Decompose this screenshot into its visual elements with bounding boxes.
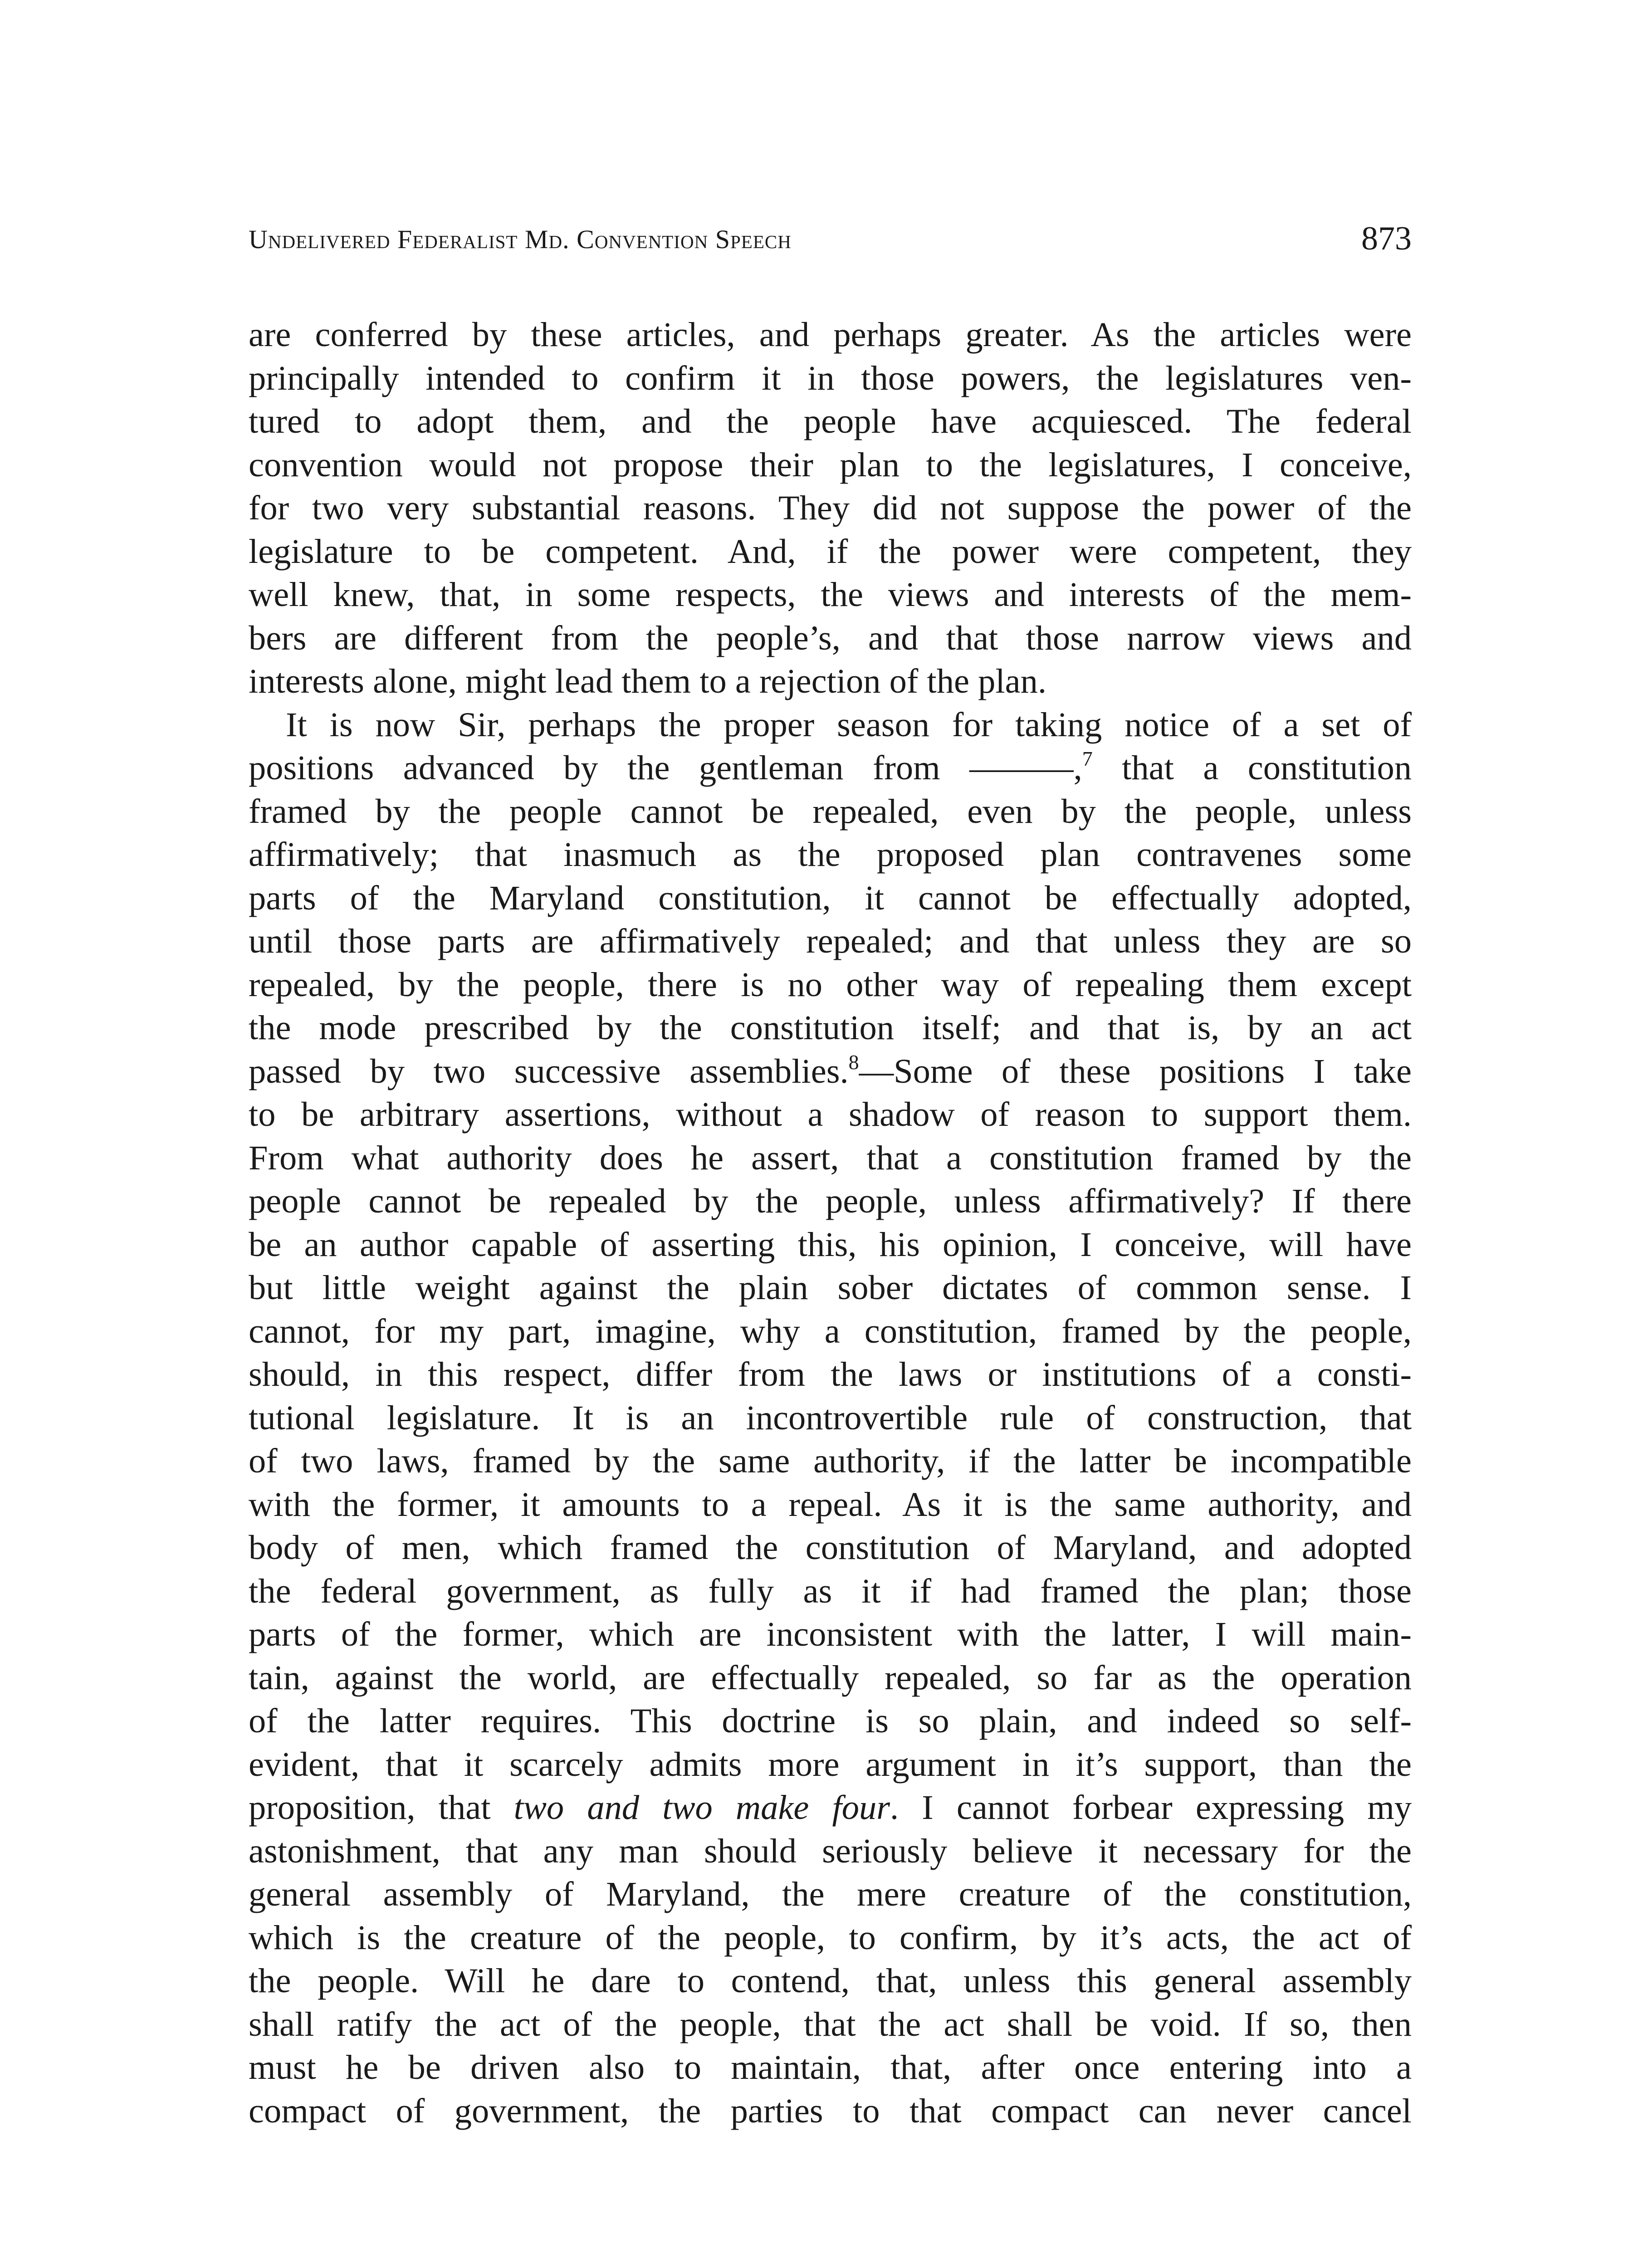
text-line: positions advanced by the gentleman from ———,$^7$ that a constitution — [249, 747, 1412, 787]
text-line: with the former, it amounts to a repeal. As it is the same authority, and — [249, 1485, 1412, 1524]
text-line: compact of government, the parties to that compact can never cancel — [249, 2091, 1412, 2130]
text-line: to be arbitrary assertions, without a shadow of reason to support them. — [249, 1095, 1412, 1134]
text-line: cannot, for my part, imagine, why a constitution, framed by the people, — [249, 1311, 1412, 1350]
text-line: body of men, which framed the constitution of Maryland, and adopted — [249, 1528, 1412, 1567]
text-line: repealed, by the people, there is no other way of repealing them except — [249, 965, 1412, 1004]
text-line: convention would not propose their plan to the legislatures, I conceive, — [249, 445, 1412, 484]
text-line: the mode prescribed by the constitution itself; and that is, by an act — [249, 1008, 1412, 1047]
text-line: affirmatively; that inasmuch as the proposed plan contravenes some — [249, 835, 1412, 874]
text-line: passed by two successive assemblies.$^8$—Some of these positions I take — [249, 1050, 1412, 1090]
text-line: must he be driven also to maintain, that, after once entering into a — [249, 2048, 1412, 2087]
text-line: are conferred by these articles, and perhaps greater. As the articles were — [249, 315, 1412, 354]
text-line: parts of the former, which are inconsistent with the latter, I will main- — [249, 1615, 1412, 1653]
text-line: well knew, that, in some respects, the views and interests of the mem- — [249, 575, 1412, 614]
paragraph-1 — [249, 313, 1412, 703]
text-line: bers are different from the people’s, and that those narrow views and — [249, 618, 1412, 657]
text-line: tain, against the world, are effectually repealed, so far as the operation — [249, 1658, 1412, 1697]
text-line: general assembly of Maryland, the mere creature of the constitution, — [249, 1875, 1412, 1913]
text-line: but little weight against the plain sober dictates of common sense. I — [249, 1268, 1412, 1307]
text-line: evident, that it scarcely admits more argument in it’s support, than the — [249, 1745, 1412, 1784]
text-line: legislature to be competent. And, if the power were competent, they — [249, 532, 1412, 571]
text-line: framed by the people cannot be repealed, even by the people, unless — [249, 792, 1412, 831]
text-line: for two very substantial reasons. They did not suppose the power of the — [249, 489, 1412, 527]
text-line: should, in this respect, differ from the laws or institutions of a consti- — [249, 1355, 1412, 1393]
text-line: interests alone, might lead them to a rejection of the plan. — [249, 662, 1046, 700]
text-line: until those parts are affirmatively repealed; and that unless they are so — [249, 922, 1412, 960]
paragraph-2 — [249, 703, 1412, 2133]
text-line: It is now Sir, perhaps the proper season for taking notice of a set of — [286, 705, 1412, 744]
text-line: tured to adopt them, and the people have acquiesced. The federal — [249, 402, 1412, 440]
text-line: tutional legislature. It is an incontrovertible rule of construction, that — [249, 1398, 1412, 1437]
text-line: be an author capable of asserting this, his opinion, I conceive, will have — [249, 1225, 1412, 1264]
body-text — [249, 313, 1412, 2132]
text-line: From what authority does he assert, that a constitution framed by the — [249, 1138, 1412, 1177]
text-line: shall ratify the act of the people, that the act shall be void. If so, then — [249, 2004, 1412, 2043]
page-number: 873 — [1361, 220, 1412, 257]
text-line: principally intended to confirm it in those powers, the legislatures ven- — [249, 358, 1412, 397]
text-line: of the latter requires. This doctrine is so plain, and indeed so self- — [249, 1701, 1412, 1740]
text-line: astonishment, that any man should seriously believe it necessary for the — [249, 1831, 1412, 1870]
text-line: of two laws, framed by the same authority, if the latter be incompatible — [249, 1442, 1412, 1480]
text-line: the people. Will he dare to contend, that, unless this general assembly — [249, 1961, 1412, 2000]
text-line: parts of the Maryland constitution, it cannot be effectually adopted, — [249, 878, 1412, 917]
text-line: proposition, that two and two make four. I cannot forbear expressing my — [249, 1788, 1412, 1827]
text-line: which is the creature of the people, to confirm, by it’s acts, the act of — [249, 1918, 1412, 1957]
text-line: the federal government, as fully as it if had framed the plan; those — [249, 1571, 1412, 1610]
text-line: people cannot be repealed by the people, unless affirmatively? If there — [249, 1182, 1412, 1220]
running-head — [249, 218, 1412, 268]
running-title: Undelivered Federalist Md. Convention Speech — [249, 225, 792, 254]
